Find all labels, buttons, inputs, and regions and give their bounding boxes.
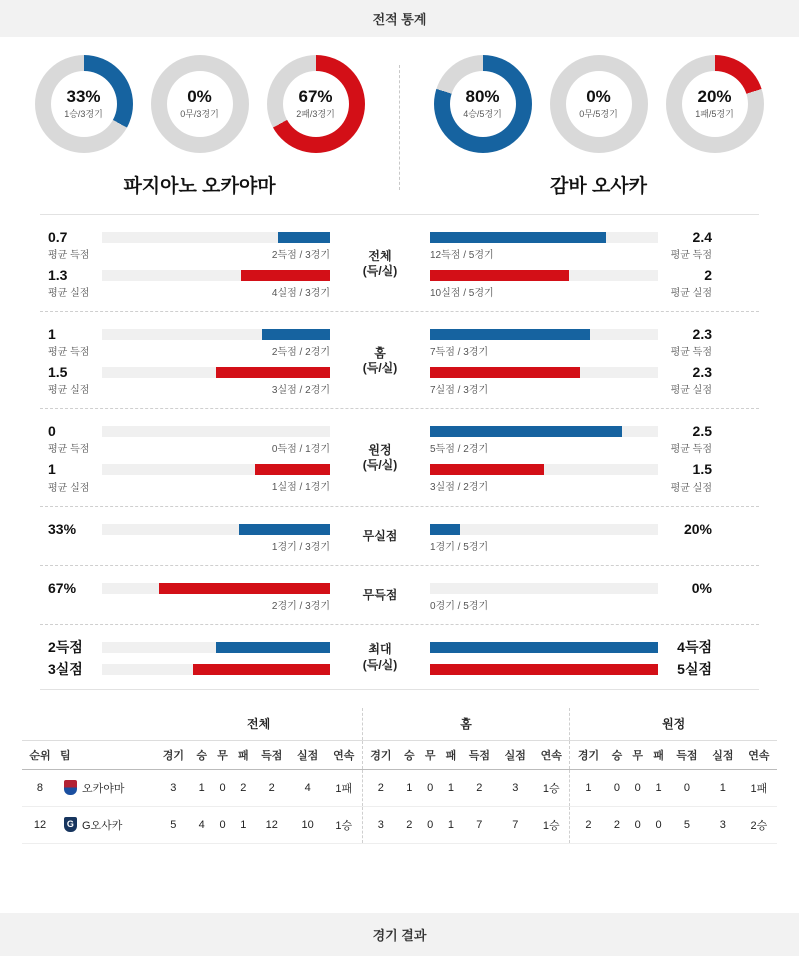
gamba-crest-icon (64, 817, 77, 832)
away-stat-side (430, 521, 720, 553)
standings-total-cell: 1 (233, 806, 254, 843)
stat-bar-track (102, 524, 330, 535)
stat-bar (193, 664, 330, 675)
stat-group-row (40, 326, 759, 396)
home-win-pct: 33% (66, 86, 101, 106)
away-stat-side (430, 364, 720, 396)
stat-bar-caption: 1경기 / 5경기 (430, 541, 489, 553)
away-loss-sub: 1패/5경기 (695, 109, 734, 120)
standings-col-total-1: 승 (191, 740, 212, 769)
away-draw-pct: 0% (586, 86, 611, 106)
standings-home-cell: 3 (362, 806, 399, 843)
standings-home-cell: 0 (420, 769, 441, 806)
stat-value: 1.5 (48, 364, 68, 381)
home-draw-sub: 0무/3경기 (180, 109, 219, 120)
stat-value: 2득점 (48, 638, 83, 655)
stat-bar-caption: 7실점 / 3경기 (430, 385, 489, 397)
standings-table-wrapper (22, 708, 777, 844)
stat-bar-caption: 1실점 / 1경기 (271, 482, 330, 494)
standings-home-cell: 0 (420, 806, 441, 843)
standings-home-cell: 7 (497, 806, 533, 843)
stat-group-row (40, 229, 759, 299)
standings-away-cell: 2 (570, 806, 607, 843)
home-stat-side (40, 580, 330, 612)
standings-away-cell: 0 (607, 769, 628, 806)
standings-total-cell: 1승 (326, 806, 363, 843)
standings-away-cell: 1패 (741, 769, 777, 806)
stat-value: 0% (691, 579, 712, 596)
standings-away-cell: 0 (627, 806, 648, 843)
stat-bar-caption: 10실점 / 5경기 (430, 288, 494, 300)
standings-col-home-5: 실점 (497, 740, 533, 769)
away-team-block (399, 55, 798, 198)
standings-col-total-0: 경기 (155, 740, 191, 769)
stat-group-row (40, 580, 759, 612)
stat-bar-track (430, 329, 658, 340)
stat-center-label: 전체 (득/실) (362, 248, 398, 279)
stat-value-label: 평균 득점 (48, 250, 90, 262)
standings-team-name: 오카야마 (81, 782, 125, 795)
home-stat-side (40, 661, 330, 677)
away-donut-row (399, 55, 798, 153)
standings-total-cell: 0 (212, 769, 233, 806)
stat-value-label: 평균 실점 (48, 385, 90, 397)
stat-bar (430, 367, 580, 378)
standings-col-total-2: 무 (212, 740, 233, 769)
standings-home-cell: 1승 (533, 769, 570, 806)
standings-total-cell: 1패 (326, 769, 363, 806)
stat-bar-track (102, 232, 330, 243)
away-draw-sub: 0무/5경기 (579, 109, 618, 120)
stat-bar-track (102, 583, 330, 594)
standings-col-total-5: 실점 (290, 740, 326, 769)
stat-bar (430, 464, 544, 475)
stat-value: 0.7 (48, 229, 68, 245)
away-stat-side (430, 461, 720, 493)
stat-center-label: 홈 (득/실) (362, 345, 398, 376)
away-draw-donut (550, 55, 648, 153)
standings-away-cell: 2 (607, 806, 628, 843)
stat-bar (159, 583, 330, 594)
home-stat-side (40, 229, 330, 261)
stat-bar-track (102, 664, 330, 675)
stat-value-label: 평균 실점 (670, 385, 712, 397)
stat-bar-track (430, 583, 658, 594)
stat-bar (241, 270, 330, 281)
stat-bar-track (430, 367, 658, 378)
stat-bar-track (102, 270, 330, 281)
standings-away-cell: 0 (669, 769, 705, 806)
donut-summary (0, 37, 799, 198)
stat-bar-track (102, 464, 330, 475)
stat-center-label: 무득점 (362, 587, 398, 602)
stat-value: 4득점 (677, 638, 712, 655)
table-row[interactable] (22, 806, 777, 843)
stat-bar (430, 664, 658, 675)
stat-bar-caption: 4실점 / 3경기 (271, 288, 330, 300)
stat-value: 1.5 (692, 461, 712, 478)
stat-bar-track (102, 367, 330, 378)
standings-col-home-2: 무 (420, 740, 441, 769)
standings-col-total-6: 연속 (326, 740, 363, 769)
stat-value: 2.3 (692, 326, 712, 343)
standings-col-away-1: 승 (607, 740, 628, 769)
standings-col-total-4: 득점 (254, 740, 290, 769)
stat-value: 1.3 (48, 267, 68, 284)
away-stat-side (430, 639, 720, 655)
standings-col-total-3: 패 (233, 740, 254, 769)
stat-bar-track (430, 270, 658, 281)
standings-total-cell: 4 (290, 769, 326, 806)
standings-col-away-3: 패 (648, 740, 669, 769)
standings-col-home-1: 승 (399, 740, 420, 769)
stat-bar (216, 642, 330, 653)
stat-bar-caption: 2득점 / 2경기 (271, 347, 330, 359)
stat-bar (430, 524, 460, 535)
away-stat-side (430, 267, 720, 299)
standings-home-cell: 7 (461, 806, 497, 843)
away-win-sub: 4승/5경기 (463, 109, 502, 120)
home-win-donut (35, 55, 133, 153)
standings-group-total: 전체 (155, 708, 362, 741)
standings-total-cell: 12 (254, 806, 290, 843)
away-stat-side (430, 423, 720, 455)
stat-value: 33% (48, 520, 77, 537)
standings-col-rank: 순위 (22, 740, 58, 769)
standings-home-cell: 1 (441, 806, 462, 843)
stat-bar-track (102, 426, 330, 437)
stat-value: 2 (704, 267, 712, 284)
standings-col-away-0: 경기 (570, 740, 607, 769)
stat-group (40, 409, 759, 506)
home-win-sub: 1승/3경기 (64, 109, 103, 120)
stat-bar-track (430, 426, 658, 437)
standings-col-away-4: 득점 (669, 740, 705, 769)
stat-bar-caption: 2경기 / 3경기 (271, 600, 330, 612)
home-stat-side (40, 364, 330, 396)
home-stat-side (40, 326, 330, 358)
standings-total-cell: 0 (212, 806, 233, 843)
away-stat-side (430, 326, 720, 358)
stat-bar-track (430, 664, 658, 675)
stat-value: 3실점 (48, 660, 83, 677)
stat-value: 2.5 (692, 423, 712, 440)
stat-group (40, 625, 759, 690)
standings-group-away: 원정 (570, 708, 777, 741)
home-stat-side (40, 521, 330, 553)
away-stat-side (430, 661, 720, 677)
standings-home-cell: 1 (441, 769, 462, 806)
standings-away-cell: 0 (648, 806, 669, 843)
stat-bar (255, 464, 330, 475)
stat-value: 5실점 (677, 660, 712, 677)
standings-home-cell: 2 (399, 806, 420, 843)
stat-value-label: 평균 실점 (48, 288, 90, 300)
stat-value-label: 평균 득점 (670, 347, 712, 359)
home-stat-side (40, 639, 330, 655)
stat-bar-caption: 2득점 / 3경기 (271, 250, 330, 261)
standings-total-cell: 2 (233, 769, 254, 806)
stats-comparison (40, 214, 759, 690)
stat-bar (430, 329, 590, 340)
stat-group (40, 507, 759, 566)
standings-total-cell: 2 (254, 769, 290, 806)
stat-value-label: 평균 득점 (670, 250, 712, 262)
standings-group-blank (22, 708, 155, 741)
stat-group-row (40, 521, 759, 553)
standings-home-cell: 3 (497, 769, 533, 806)
stat-center-label: 최대 (득/실) (362, 642, 398, 672)
stat-bar (216, 367, 330, 378)
standings-col-home-6: 연속 (533, 740, 570, 769)
standings-rank: 8 (22, 769, 58, 806)
standings-total-cell: 1 (191, 769, 212, 806)
standings-away-cell: 2승 (741, 806, 777, 843)
standings-total-cell: 4 (191, 806, 212, 843)
standings-col-team: 팀 (58, 740, 155, 769)
standings-away-cell: 0 (627, 769, 648, 806)
standings-away-cell: 5 (669, 806, 705, 843)
stat-bar-caption: 0경기 / 5경기 (430, 600, 489, 612)
stat-bar-caption: 12득점 / 5경기 (430, 250, 494, 261)
away-win-donut (434, 55, 532, 153)
away-loss-donut (666, 55, 764, 153)
home-loss-pct: 67% (298, 86, 333, 106)
home-donut-row (0, 55, 399, 153)
stat-bar-caption: 7득점 / 3경기 (430, 347, 489, 359)
stat-bar-caption: 3실점 / 2경기 (430, 482, 489, 494)
home-loss-donut (267, 55, 365, 153)
page-title: 전적 통계 (0, 0, 799, 37)
standings-total-cell: 3 (155, 769, 191, 806)
away-stat-side (430, 229, 720, 261)
stat-bar (430, 426, 622, 437)
standings-away-cell: 3 (705, 806, 741, 843)
stat-group (40, 312, 759, 409)
stat-value: 2.3 (692, 364, 712, 381)
standings-col-home-0: 경기 (362, 740, 399, 769)
stat-center-label: 무실점 (362, 528, 398, 543)
stat-value: 0 (48, 423, 56, 440)
standings-team[interactable] (58, 769, 155, 806)
stat-bar-track (430, 232, 658, 243)
standings-col-away-5: 실점 (705, 740, 741, 769)
standings-col-home-4: 득점 (461, 740, 497, 769)
standings-group-home: 홈 (362, 708, 570, 741)
stat-group (40, 566, 759, 625)
table-row[interactable] (22, 769, 777, 806)
stat-value: 67% (48, 579, 77, 596)
stat-group-row (40, 423, 759, 493)
standings-team-name: G오사카 (81, 819, 123, 832)
stat-bar (430, 270, 569, 281)
standings-rank: 12 (22, 806, 58, 843)
stat-center-label: 원정 (득/실) (362, 442, 398, 473)
away-team-name: 감바 오사카 (549, 176, 648, 197)
stat-bar-track (430, 642, 658, 653)
stat-group (40, 215, 759, 312)
standings-col-home-3: 패 (441, 740, 462, 769)
standings-away-cell: 1 (570, 769, 607, 806)
home-team-block (0, 55, 399, 198)
stat-bar (239, 524, 330, 535)
standings-total-cell: 10 (290, 806, 326, 843)
stat-bar-track (102, 642, 330, 653)
home-stat-side (40, 267, 330, 299)
home-stat-side (40, 461, 330, 493)
standings-col-away-6: 연속 (741, 740, 777, 769)
stat-value-label: 평균 득점 (670, 444, 712, 456)
stat-bar-track (102, 329, 330, 340)
home-draw-pct: 0% (187, 86, 212, 106)
stat-value: 20% (683, 520, 712, 537)
home-stat-side (40, 423, 330, 455)
stat-bar-caption: 5득점 / 2경기 (430, 444, 489, 456)
stat-value: 2.4 (692, 229, 712, 245)
stat-value-label: 평균 실점 (670, 482, 712, 494)
standings-column-header-row (22, 740, 777, 769)
stat-value-label: 평균 실점 (48, 482, 90, 494)
home-draw-donut (151, 55, 249, 153)
standings-away-cell: 1 (705, 769, 741, 806)
results-section-title: 경기 결과 (0, 913, 799, 956)
standings-table (22, 708, 777, 844)
stat-value: 1 (48, 326, 56, 343)
stat-bar (430, 232, 606, 243)
stat-bar-track (430, 464, 658, 475)
stat-bar (430, 642, 658, 653)
standings-home-cell: 2 (362, 769, 399, 806)
away-stat-side (430, 580, 720, 612)
standings-team[interactable] (58, 806, 155, 843)
standings-col-away-2: 무 (627, 740, 648, 769)
away-loss-pct: 20% (697, 86, 732, 106)
standings-total-cell: 5 (155, 806, 191, 843)
standings-home-cell: 1 (399, 769, 420, 806)
okayama-crest-icon (64, 780, 77, 795)
stat-bar-caption: 3실점 / 2경기 (271, 385, 330, 397)
team-divider (399, 65, 400, 190)
stat-group-row (40, 639, 759, 677)
stat-value-label: 평균 득점 (48, 347, 90, 359)
stat-bar-track (430, 524, 658, 535)
standings-group-header-row (22, 708, 777, 741)
away-win-pct: 80% (465, 86, 500, 106)
stat-bar-caption: 0득점 / 1경기 (271, 444, 330, 456)
stat-value: 1 (48, 461, 56, 478)
stat-value-label: 평균 실점 (670, 288, 712, 300)
stat-value-label: 평균 득점 (48, 444, 90, 456)
standings-home-cell: 1승 (533, 806, 570, 843)
standings-away-cell: 1 (648, 769, 669, 806)
stat-bar (262, 329, 330, 340)
stat-bar-caption: 1경기 / 3경기 (271, 541, 330, 553)
home-loss-sub: 2패/3경기 (296, 109, 335, 120)
stat-bar (278, 232, 330, 243)
standings-home-cell: 2 (461, 769, 497, 806)
home-team-name: 파지아노 오카야마 (123, 176, 276, 197)
